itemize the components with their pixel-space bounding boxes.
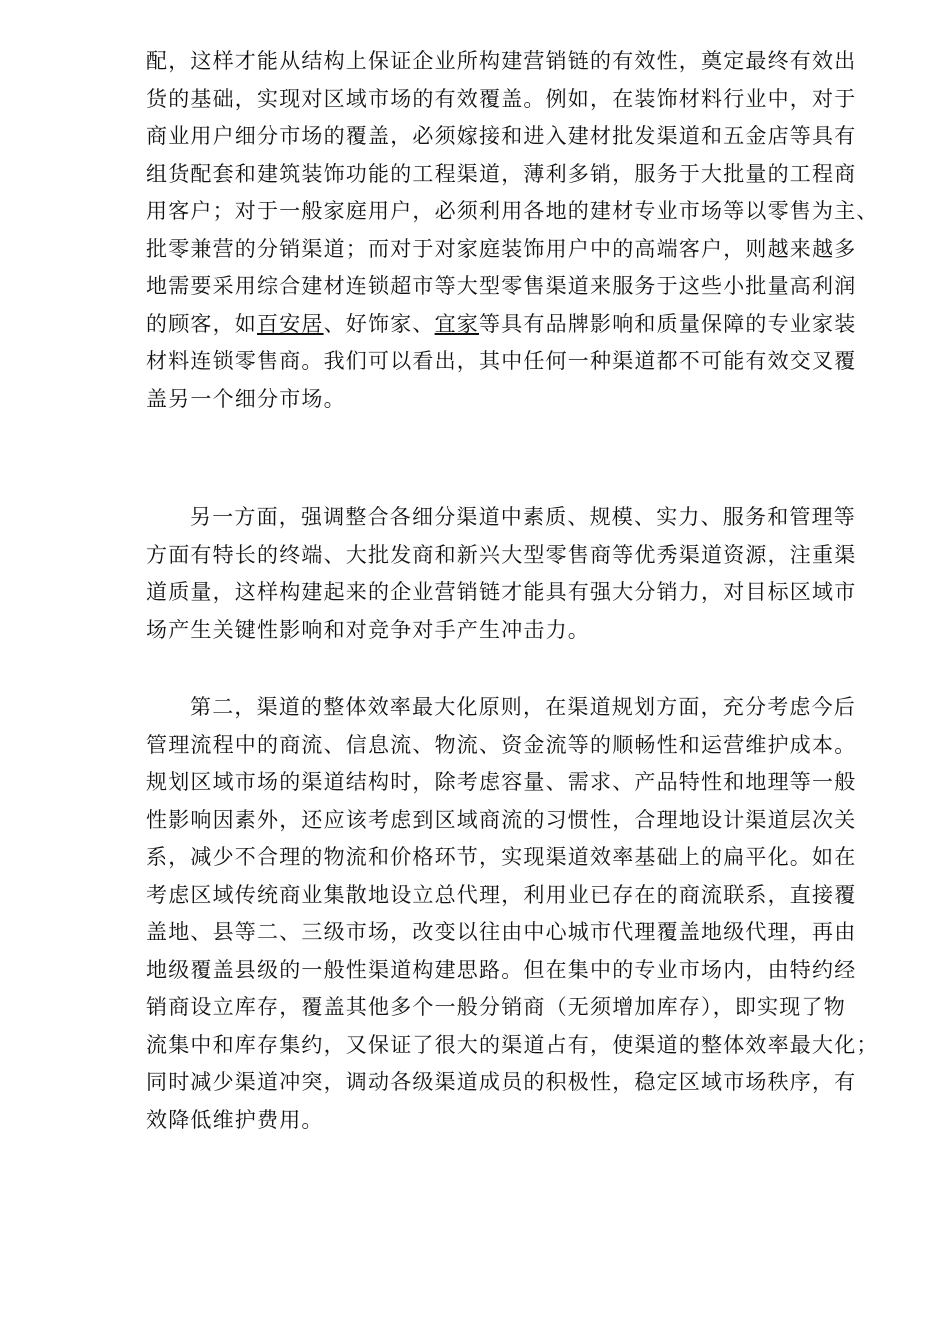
text-line: 批零兼营的分销渠道；而对于对家庭装饰用户中的高端客户，则越来越多 (146, 236, 857, 261)
text-line: 管理流程中的商流、信息流、物流、资金流等的顺畅性和运营维护成本。 (146, 732, 857, 757)
link-ikea[interactable]: 宜家 (434, 311, 480, 336)
text-line: 销商设立库存，覆盖其他多个一般分销商（无须增加库存），即实现了物 (146, 995, 846, 1019)
text-line: 场产生关键性影响和对竞争对手产生冲击力。 (146, 617, 590, 642)
text-line: 组货配套和建筑装饰功能的工程渠道，薄利多销，服务于大批量的工程商 (146, 161, 857, 186)
paragraph-channel-efficiency (146, 689, 886, 1139)
text-line: 用客户；对于一般家庭用户，必须利用各地的建材专业市场等以零售为主、 (146, 199, 879, 223)
text-line: 另一方面，强调整合各细分渠道中素质、规模、实力、服务和管理等 (190, 505, 856, 529)
text-line: 盖地、县等二、三级市场，改变以往由中心城市代理覆盖地级代理，再由 (146, 920, 857, 944)
text-line: 货的基础，实现对区域市场的有效覆盖。例如，在装饰材料行业中，对于 (146, 86, 857, 111)
text-line: 流集中和库存集约，又保证了很大的渠道占有，使渠道的整体效率最大化； (146, 1032, 879, 1057)
text-line: 规划区域市场的渠道结构时，除考虑容量、需求、产品特性和地理等一般 (146, 770, 857, 794)
text-fragment: 的顾客，如 (146, 311, 257, 336)
text-fragment: 、好饰家、 (323, 311, 435, 336)
paragraph-channel-quality (146, 499, 886, 649)
text-line: 地级覆盖县级的一般性渠道构建思路。但在集中的专业市场内，由特约经 (146, 957, 857, 982)
text-line: 性影响因素外，还应该考虑到区域商流的习惯性，合理地设计渠道层次关 (146, 807, 857, 832)
text-line: 商业用户细分市场的覆盖，必须嫁接和进入建材批发渠道和五金店等具有 (146, 124, 857, 148)
link-baianju[interactable]: 百安居 (257, 311, 324, 336)
text-line: 系，减少不合理的物流和价格环节，实现渠道效率基础上的扁平化。如在 (146, 845, 857, 869)
text-line: 材料连锁零售商。我们可以看出，其中任何一种渠道都不可能有效交叉覆 (146, 349, 857, 373)
text-line-with-links (146, 306, 886, 344)
text-line: 方面有特长的终端、大批发商和新兴大型零售商等优秀渠道资源，注重渠 (146, 542, 857, 567)
text-line: 配，这样才能从结构上保证企业所构建营销链的有效性，奠定最终有效出 (146, 49, 857, 73)
text-fragment: 等具有品牌影响和质量保障的专业家装 (479, 311, 857, 336)
paragraph-channel-coverage (146, 43, 886, 418)
text-line: 道质量，这样构建起来的企业营销链才能具有强大分销力，对目标区域市 (146, 580, 857, 604)
text-line: 考虑区域传统商业集散地设立总代理，利用业已存在的商流联系，直接覆 (146, 882, 857, 907)
text-line: 效降低维护费用。 (146, 1107, 324, 1132)
text-line: 第二，渠道的整体效率最大化原则，在渠道规划方面，充分考虑今后 (190, 695, 856, 719)
text-line: 地需要采用综合建材连锁超市等大型零售渠道来服务于这些小批量高利润 (146, 274, 857, 298)
text-line: 同时减少渠道冲突，调动各级渠道成员的积极性，稳定区域市场秩序，有 (146, 1070, 857, 1094)
text-line: 盖另一个细分市场。 (146, 386, 346, 411)
